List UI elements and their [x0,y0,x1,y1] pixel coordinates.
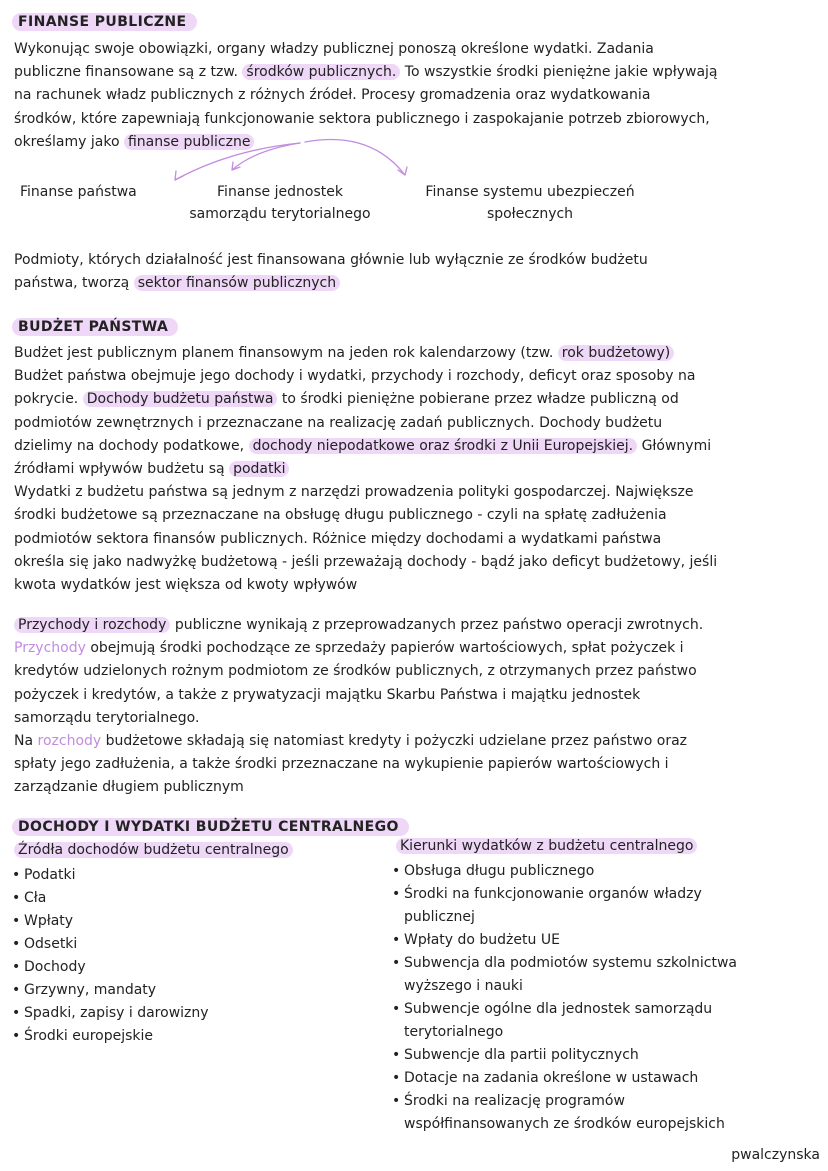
list-item: • Środki europejskie [12,1025,209,1048]
list-item: publicznej [404,909,475,925]
list-item: • Dochody [12,956,209,979]
branch-finanse-panstwa: Finanse państwa [20,184,137,200]
list-item: terytorialnego [404,1024,504,1040]
list-item: • Podatki [12,864,209,887]
list-item: • Środki na funkcjonowanie organów władzy [392,883,737,906]
paragraph-budzet-panstwa: Budżet jest publicznym planem finansowym na jeden rok kalendarzowy (tzw. rok budżetowy) Budżet państwa obejmuje jego dochody i wydatki, przychody i rozchody, deficyt oraz sposoby na pokrycie. Dochody budżetu państwa to środki pieniężne pobierane przez władze publiczną od podmiotów zewnętrznych i przeznaczane na realizację zadań publicznych. Dochody budżetu dzielimy na dochody podatkowe, dochody niepodatkowe oraz środki z Unii Europejskiej. Głównymi źródłami wpływów budżetu są podatki Wydatki z budżetu państwa są jednym z narzędzi prowadzenia polityki gospodarczej. Największe środki budżetowe są przeznaczane na obsługę długu publicznego - czyli na spłatę zadłużenia podmiotów sektora finansów publicznych. Różnice między dochodami a wydatkami państwa określa się jako nadwyżkę budżetową - jeśli przeważają dochody - bądź jako deficyt budżetowy, jeśli kwota wydatków jest większa od kwoty wpływów [14,345,718,593]
paragraph-sektor-finansow: Podmioty, których działalność jest finansowana głównie lub wyłącznie ze środków budżetu państwa, tworzą sektor finansów publicznych [14,252,648,292]
list-item: • Cła [12,887,209,910]
list-item: • Środki na realizację programów [392,1090,737,1113]
branch-finanse-ubezpieczen: Finanse systemu ubezpieczeń społecznych [425,184,635,222]
list-item: wyższego i nauki [404,978,523,994]
list-item: • Dotacje na zadania określone w ustawach [392,1067,737,1090]
list-item: • Spadki, zapisy i darowizny [12,1002,209,1025]
paragraph-finanse-publiczne: Wykonując swoje obowiązki, organy władzy publicznej ponoszą określone wydatki. Zadania publiczne finansowane są z tzw. środków publicznych. To wszystkie środki pieniężne jakie wpływają na rachunek władz publicznych z różnych źródeł. Procesy gromadzenia oraz wydatkowania środków, które zapewniają funkcjonowanie sektora publicznego i zaspokajanie potrzeb zbiorowych, określamy jako finanse publiczne [14,41,718,150]
list-item: • Wpłaty do budżetu UE [392,929,737,952]
list-item: • Grzywny, mandaty [12,979,209,1002]
paragraph-przychody-rozchody: Przychody i rozchody publiczne wynikają z przeprowadzanych przez państwo operacji zwrotnych. Przychody obejmują środki pochodzące ze sprzedaży papierów wartościowych, spłat pożyczek i kredytów udzielonych rożnym podmiotom ze środków publicznych, z otrzymanych przez państwo pożyczek i kredytów, a także z prywatyzacji majątku Skarbu Państwa i majątku jednostek samorządu terytorialnego. Na rozchody budżetowe składają się natomiast kredyty i pożyczki udzielane przez państwo oraz spłaty jego zadłużenia, a także środki przeznaczane na wykupienie papierów wartościowych i zarządzanie długiem publicznym [14,617,704,796]
list-item: • Odsetki [12,933,209,956]
right-column-title: Kierunki wydatków z budżetu centralnego [396,838,697,854]
section-heading-dochody-wydatki: DOCHODY I WYDATKI BUDŻETU CENTRALNEGO [12,819,409,835]
list-item: • Obsługa długu publicznego [392,860,737,883]
list-item: • Subwencja dla podmiotów systemu szkolnictwa [392,952,737,975]
list-item: • Subwencje ogólne dla jednostek samorządu [392,998,737,1021]
left-column-title: Źródła dochodów budżetu centralnego [14,842,293,858]
section-heading-budzet-panstwa: BUDŻET PAŃSTWA [12,319,178,335]
list-item: współfinansowanych ze środków europejskich [404,1116,725,1132]
income-sources-list [12,864,209,1048]
section-heading-finanse-publiczne: FINANSE PUBLICZNE [12,14,197,30]
expense-directions-list [392,860,737,1136]
list-item: • Subwencje dla partii politycznych [392,1044,737,1067]
list-item: • Wpłaty [12,910,209,933]
author-signature: pwalczynska [731,1147,820,1163]
branch-finanse-jst: Finanse jednostek samorządu terytorialnego [189,184,371,222]
